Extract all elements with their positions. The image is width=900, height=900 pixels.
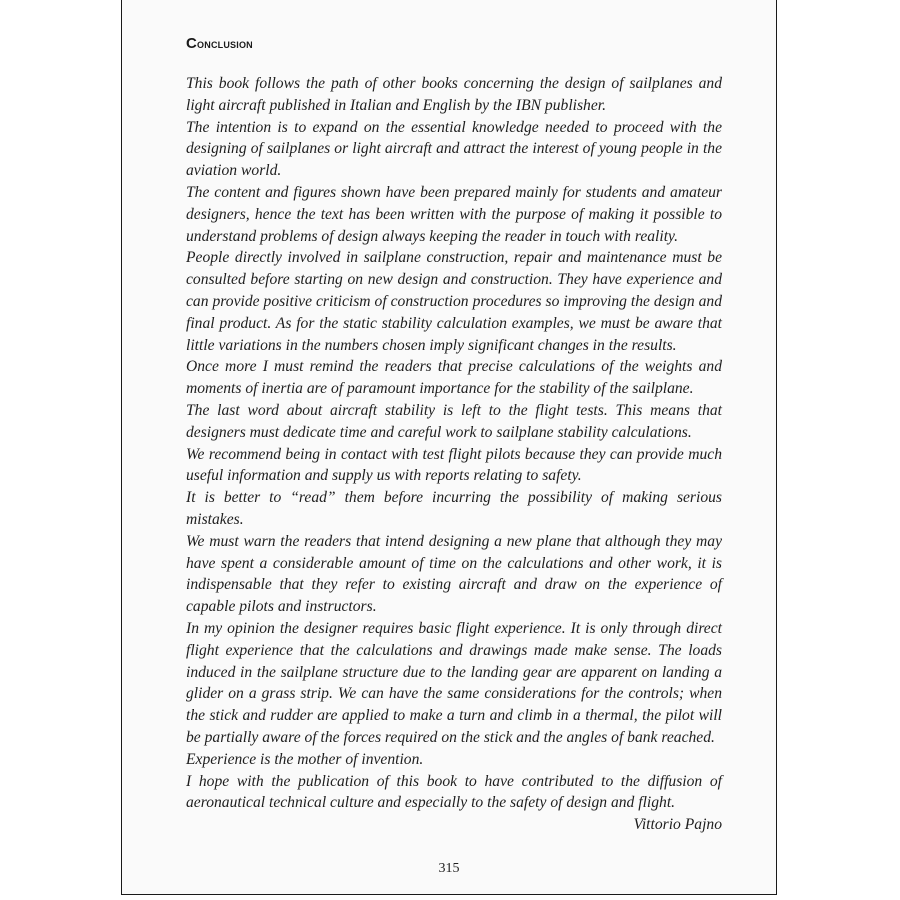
section-heading: Conclusion	[186, 35, 253, 52]
paragraph: Once more I must remind the readers that precise calculations of the weights and moments of inertia are of paramount importance for the stability of the sailplane.	[186, 358, 722, 398]
paragraph: The content and figures shown have been prepared mainly for students and amateur designers, hence the text has been written with the purpose of making it possible to understand problems of design always keeping the reader in touch with reality.	[186, 183, 722, 245]
paragraph: The intention is to expand on the essential knowledge needed to proceed with the designing of sailplanes or light aircraft and attract the interest of young people in the aviation world.	[186, 118, 722, 180]
paragraph: We must warn the readers that intend designing a new plane that although they may have spent a considerable amount of time on the calculations and other work, it is indispensable that they refer to existing aircraft and draw on the experience of capable pilots and instructors.	[186, 532, 722, 616]
paragraph: It is better to “read” them before incurring the possibility of making serious mistakes.	[186, 489, 722, 528]
paragraph: The last word about aircraft stability is left to the flight tests. This means that designers must dedicate time and careful work to sailplane stability calculations.	[186, 401, 722, 441]
paragraph: This book follows the path of other books concerning the design of sailplanes and light aircraft published in Italian and English by the IBN publisher.	[186, 75, 722, 114]
body-text	[186, 73, 722, 836]
paragraph: In my opinion the designer requires basic flight experience. It is only through direct flight experience that the calculations and drawings made make sense. The loads induced in the sailplane structure due to the landing gear are apparent on landing a glider on a grass strip. We can have the same considerations for the controls; when the stick and rudder are applied to make a turn and climb in a thermal, the pilot will be partially aware of the forces required on the stick and the angles of bank reached.	[186, 619, 722, 746]
paragraph: I hope with the publication of this book to have contributed to the diffusion of aeronautical technical culture and especially to the safety of design and flight.	[186, 772, 722, 812]
paragraph: We recommend being in contact with test flight pilots because they can provide much useful information and supply us with reports relating to safety.	[186, 445, 722, 485]
paragraph: Experience is the mother of invention.	[186, 750, 424, 768]
book-page	[121, 0, 777, 895]
paragraph: People directly involved in sailplane construction, repair and maintenance must be consulted before starting on new design and construction. They have experience and can provide positive criticism of construction procedures so improving the design and final product. As for the static stability calculation examples, we must be aware that little variations in the numbers chosen imply significant changes in the results.	[186, 249, 722, 354]
page-number: 315	[438, 861, 460, 876]
author-signature: Vittorio Pajno	[633, 816, 722, 834]
